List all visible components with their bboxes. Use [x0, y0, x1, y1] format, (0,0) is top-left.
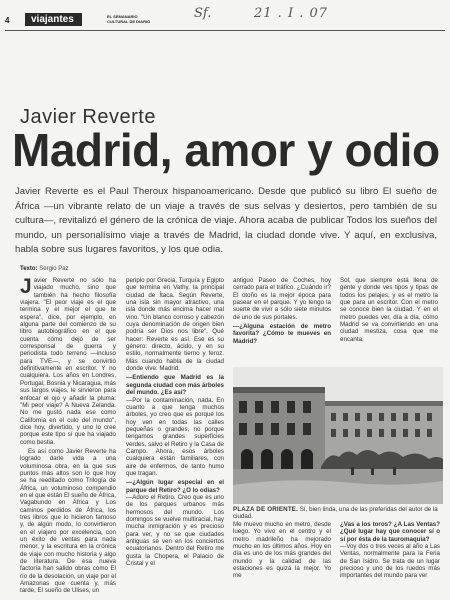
section-sublabel: EL SEMANARIO CULTURAL DE DIARIO — [107, 14, 151, 24]
byline-label: Texto: — [20, 266, 38, 272]
body-column-4 — [340, 277, 438, 343]
body-paragraph: periplo por Grecia, Turquía y Egipto que termina en Vathy, la principal ciudad de Ítaca. Según Reverte, una isla sin mayor atractivo, una isla donde más encima hacer mal vino. "Un blanco corroso y cabezón cuya denominación de origen bien podría ser Dios nos libre". Qué hacer: Reverte es así. Ese es su género: directo, ácido, y en su estilo, normalmente tierno y feroz. Más cuando habla de la ciudad donde vive: Madrid. — [126, 277, 224, 373]
header-rule — [5, 30, 445, 31]
interview-question: —¿Alguna estación de metro favorita? ¿Cómo te mueves en Madrid? — [233, 323, 331, 345]
caption-label: PLAZA DE ORIENTE. — [233, 506, 299, 513]
interview-answer: —Adoro el Retiro. Creo que es uno de los parques urbanos más hermosos del mundo. Los domingos se vuelve multiracial, hay mucha inmigración y es precioso para ver, y no se que ciudades antiguas se ven en los conciertos ecuatorianos. Dentro del Retiro me gusta la Chopera, el Palacio de Cristal y el — [126, 493, 224, 568]
byline-name: Sergio Paz — [39, 266, 69, 272]
handwritten-date: 21 . I . 07 — [254, 6, 329, 21]
plaza-photo — [233, 367, 443, 504]
page-number: 4 — [5, 16, 10, 25]
caption-text: Sí, bien linda, una de las preferidas del autor de la ciudad. — [233, 506, 438, 521]
body-column-4-lower — [340, 521, 440, 580]
byline — [20, 266, 69, 272]
interview-question: —¿Algún lugar especial en el parque del Retiro? ¿O lo odias? — [126, 479, 224, 494]
body-paragraph: Sol, que siempre está llena de gente y donde ves tipos y tipas de todos los pelajes, y es el metro la que para un escritor. Con el metro se conoce bien la ciudad. Y en el metro puedes ver, día a día, cómo Madrid se va convirtiendo en una ciudad mestiza, cosa que me encanta. — [340, 277, 438, 343]
photo-caption — [233, 506, 441, 521]
handwritten-mark: Sf. — [194, 6, 212, 21]
body-paragraph: Me muevo mucho en metro, desde luego. Yo vivo en el centro y el metro madrileño ha mejorado mucho en los últimos años. Hoy en día es uno de los más grandes del mundo y la calidad de las estaciones es quizá la mejor. Yo me — [233, 521, 331, 580]
article-intro: Javier Reverte es el Paul Theroux hispanoamericano. Desde que publicó su libro El sueño de África —un vibrante relato de un viaje a través de sus selvas y desiertos, pero también de su cultura—, revitalizó el género de la crónica de viaje. Ahora acaba de publicar Todos los sueños del mundo, un personalísimo viaje a través de Madrid, la ciudad donde vive. Y aquí, en exclusiva, habla sobre sus lugares favoritos, y los que odia. — [15, 186, 437, 256]
drop-cap: J — [20, 275, 32, 298]
body-column-2 — [126, 277, 224, 567]
section-label: viajantes — [25, 13, 82, 26]
interview-question: ¿Vas a los toros? ¿A Las Ventas? ¿Qué lugar hay que conocer sí o sí por ésta de la tauromaquia? — [340, 521, 440, 543]
body-column-3 — [233, 277, 331, 345]
body-paragraph: antiguo Paseo de Coches, hoy cerrado para el tráfico. ¿Cuándo ir? El otoño es la mejor época para pasear en el parque. Y yo tengo la suerte de vivir a sólo siete minutos de uno de sus portales. — [233, 277, 331, 321]
body-column-3-lower — [233, 521, 331, 580]
page-header — [0, 0, 450, 40]
interview-answer: —Voy dos o tres veces al año a Las Ventas, normalmente para la Feria de San Isidro. Se trata de un lugar precioso y uno de los ruedos más importantes del mundo para ver — [340, 543, 440, 580]
body-column-1 — [20, 277, 116, 595]
body-paragraph: Es así como Javier Reverte ha logrado darle vida a una voluminosa obra, en la que sus puntos más altos son lo que hoy se ha reeditado como Trilogía de África, un voluminoso compendio en el que están El sueño de África, Vagabundo en África y Los caminos perdidos de África, los tres libros que lo hicieron famoso y, de algún modo, lo convirtieron en el viajero por excelencia, con un éxito de ventas para nada menor, y la escritura en la crónica de viaje con mucho historia y algo de literatura. De esa nueva factoría han salido obras como El río de la desolación, un viaje por el Amazonas que cuenta y, más tarde, El sueño de Ulises, un — [20, 447, 116, 595]
interview-question: —Entiendo que Madrid es la segunda ciudad con más árboles del mundo. ¿Es así? — [126, 374, 224, 397]
body-text: avier Reverte no sólo ha viajado mucho, sino que también ha hecho filosofía viajera. "El peor viaje es el que termina y el mejor el que te espera", dice, por ejemplo, en alguna parte del comienzo de su libro autobiográfico en el que cuenta cómo dejó de ser corresponsal de guerra y periodista todo terreno —incluso para TVE—, y se convirtió definitivamente en escritor. Y no cualquiera. Los años en Londres, Portugal, Bosnia y Nicaragua, más sus largos viajes, le sirvieron para enfocar el ojo y añadir la pluma: "Mi peor viaje? A Nueva Zelanda. No me gustó nada ese como California en el culo del mundo", dice hoy, divertido, y uno lo cree porque este tipo sí que ha viajado como bestia. — [20, 277, 116, 446]
author-name: Javier Reverte — [20, 106, 156, 128]
interview-answer: —Por la contaminación, nada. En cuanto a que tenga muchos árboles, yo creo que es porque los hoy ven en todas las calles pequeñas o grandes, no porque tengamos grandes superficies verdes, salvo el Retiro y la Casa de Campo. Ahora, esos árboles cualquiera están familiares, con aire de enfermos, de tanto humo que tragan. — [126, 396, 224, 477]
article-title: Madrid, amor y odio — [12, 124, 440, 176]
